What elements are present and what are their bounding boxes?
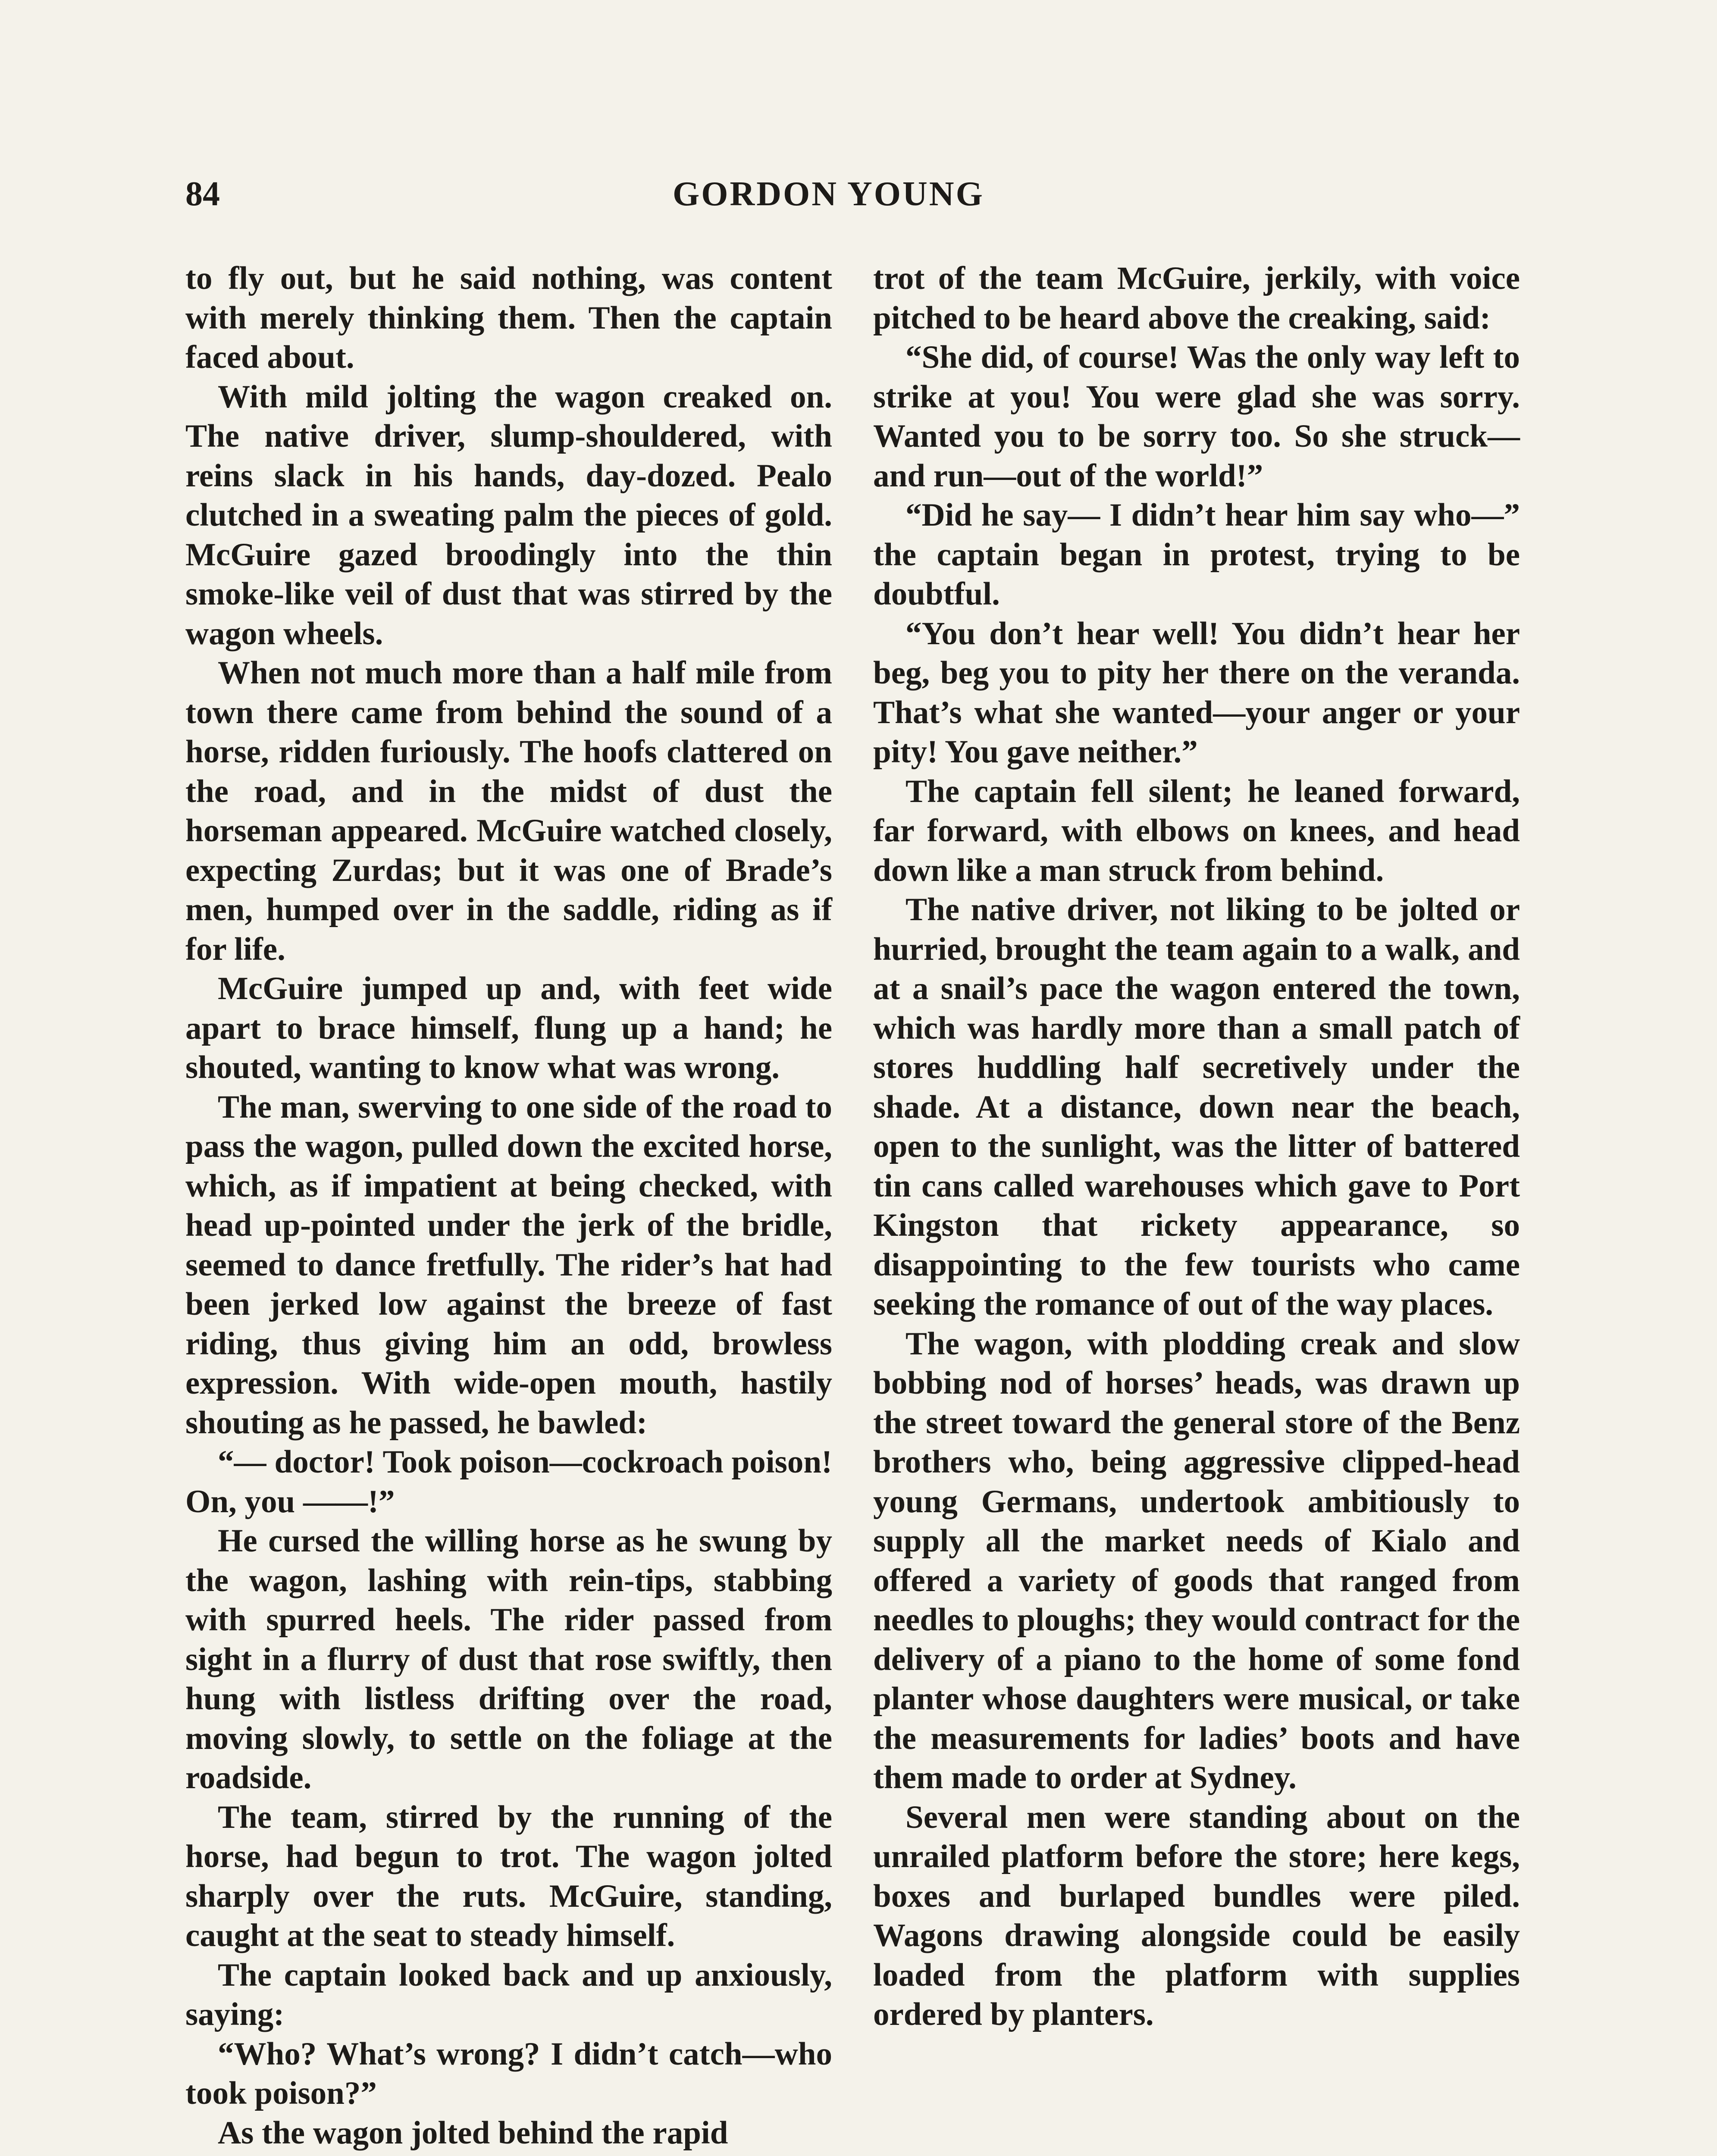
paragraph: The captain fell silent; he leaned forward, far forward, with elbows on knees, and head down like a man struck from behind. [873, 773, 1520, 888]
left-column [185, 259, 832, 2153]
paragraph: Several men were standing about on the unrailed platform before the store; here kegs, boxes and burlaped bundles were piled. Wagons drawing alongside could be easily loaded from the platform with supplies ordered by planters. [873, 1799, 1520, 2032]
paragraph: “She did, of course! Was the only way left to strike at you! You were glad she was sorry. Wanted you to be sorry too. So she struck—and run—out of the world!” [873, 339, 1520, 494]
running-head: GORDON YOUNG [673, 175, 984, 213]
page-number: 84 [185, 175, 220, 213]
paragraph: The captain looked back and up anxiously, saying: [185, 1957, 832, 2032]
paragraph: The team, stirred by the running of the horse, had begun to trot. The wagon jolted sharply over the ruts. McGuire, standing, caught at the seat to steady himself. [185, 1799, 832, 1953]
paragraph: With mild jolting the wagon creaked on. The native driver, slump-shouldered, with reins slack in his hands, day-dozed. Pealo clutched in a sweating palm the pieces of gold. McGuire gazed broodingly into the thin smoke-like veil of dust that was stirred by the wagon wheels. [185, 379, 832, 652]
paragraph: “Did he say— I didn’t hear him say who—” the captain began in protest, trying to be doubtful. [873, 497, 1520, 612]
paragraph: McGuire jumped up and, with feet wide apart to brace himself, flung up a hand; he shouted, wanting to know what was wrong. [185, 971, 832, 1085]
paragraph: trot of the team McGuire, jerkily, with voice pitched to be heard above the creaking, said: [873, 260, 1520, 336]
paragraph: The man, swerving to one side of the road to pass the wagon, pulled down the excited horse, which, as if impatient at being checked, with head up-pointed under the jerk of the bridle, seemed to dance fretfully. The rider’s hat had been jerked low against the breeze of fast riding, thus giving him an odd, browless expression. With wide-open mouth, hastily shouting as he passed, he bawled: [185, 1089, 832, 1441]
paragraph: As the wagon jolted behind the rapid [218, 2115, 728, 2151]
paragraph: “— doctor! Took poison—cockroach poison! On, you ——!” [185, 1444, 832, 1520]
paragraph: “Who? What’s wrong? I didn’t catch—who took poison?” [185, 2036, 832, 2111]
paragraph: The native driver, not liking to be jolted or hurried, brought the team again to a walk, and at a snail’s pace the wagon entered the town, which was hardly more than a small patch of stores huddling half secretively under the shade. At a distance, down near the beach, open to the sunlight, was the litter of battered tin cans called warehouses which gave to Port Kingston that rickety appearance, so disappointing to the few tourists who came seeking the romance of out of the way places. [873, 892, 1520, 1322]
paragraph: When not much more than a half mile from town there came from behind the sound of a horse, ridden furiously. The hoofs clattered on the road, and in the midst of dust the horseman appeared. McGuire watched closely, expecting Zurdas; but it was one of Brade’s men, humped over in the saddle, riding as if for life. [185, 655, 832, 967]
paragraph: to fly out, but he said nothing, was content with merely thinking them. Then the captain faced about. [185, 260, 832, 375]
paragraph: He cursed the willing horse as he swung by the wagon, lashing with rein-tips, stabbing with spurred heels. The rider passed from sight in a flurry of dust that rose swiftly, then hung with listless drifting over the road, moving slowly, to settle on the foliage at the roadside. [185, 1523, 832, 1796]
paragraph: “You don’t hear well! You didn’t hear her beg, beg you to pity her there on the veranda. That’s what she wanted—your anger or your pity! You gave neither.” [873, 615, 1520, 770]
right-column [873, 259, 1520, 2034]
paragraph: The wagon, with plodding creak and slow bobbing nod of horses’ heads, was drawn up the street toward the general store of the Benz brothers who, being aggressive clipped-head young Germans, undertook ambitiously to supply all the market needs of Kialo and offered a variety of goods that ranged from needles to ploughs; they would contract for the delivery of a piano to the home of some fond planter whose daughters were musical, or take the measurements for ladies’ boots and have them made to order at Sydney. [873, 1326, 1520, 1796]
